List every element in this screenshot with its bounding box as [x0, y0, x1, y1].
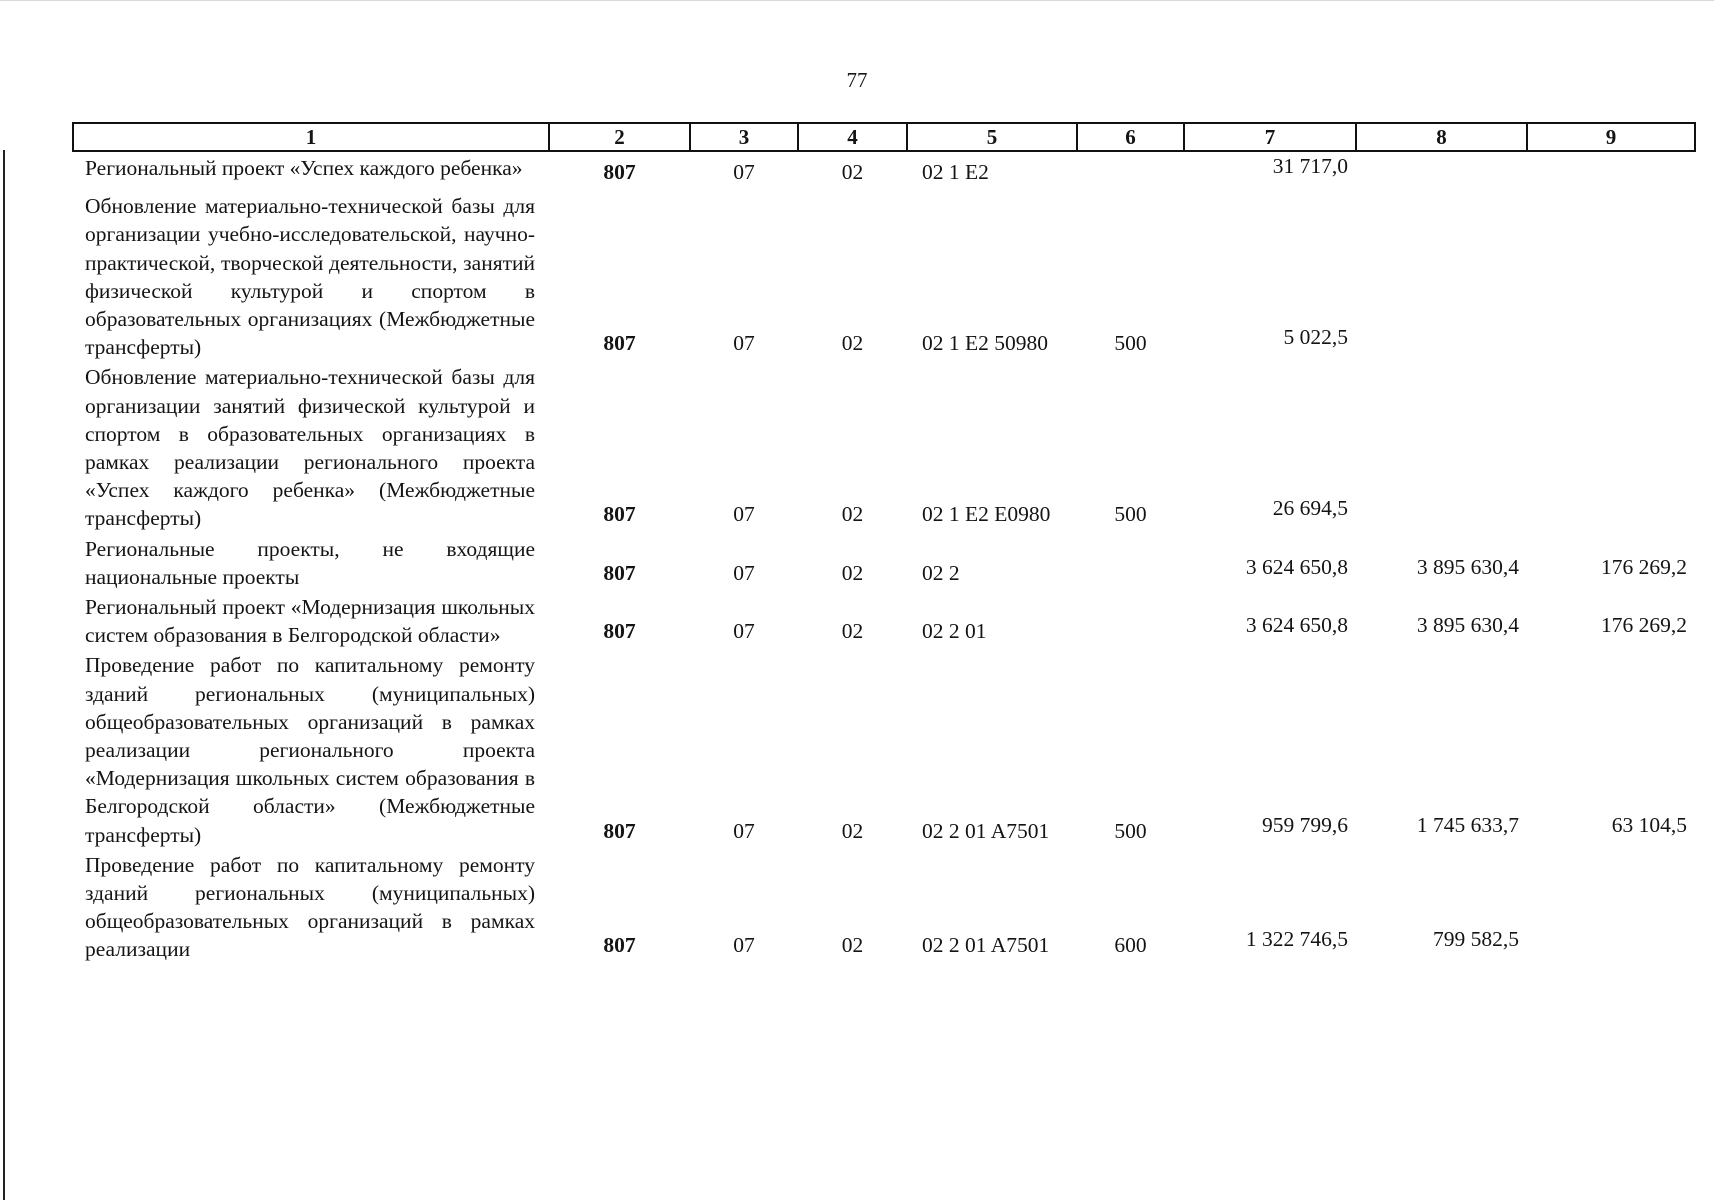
table-row — [73, 533, 1695, 591]
row-sum-col9 — [1527, 190, 1695, 361]
row-sum-col9 — [1527, 849, 1695, 964]
row-name: Региональный проект «Успех каждого ребенка» — [85, 156, 523, 180]
row-name: Проведение работ по капитальному ремонту зданий региональных (муниципальных) общеобразовательных организаций в рамках реализации — [85, 852, 535, 962]
row-grbs: 807 — [603, 560, 636, 585]
row-sum-col7: 1 322 746,5 — [1245, 927, 1348, 952]
row-subsection: 02 — [841, 818, 864, 843]
header-col-1: 1 — [73, 123, 549, 151]
row-section: 07 — [733, 933, 755, 958]
table-row — [73, 190, 1695, 361]
row-grbs: 807 — [603, 502, 636, 527]
row-subsection: 02 — [841, 560, 864, 585]
row-section: 07 — [733, 619, 755, 644]
header-col-9: 9 — [1527, 123, 1695, 151]
page-number: 77 — [846, 68, 868, 92]
row-target-code: 02 1 E2 — [922, 160, 989, 184]
row-sum-col8: 3 895 630,4 — [1416, 554, 1519, 579]
row-sum-col9: 176 269,2 — [1601, 554, 1687, 579]
row-target-code: 02 2 — [922, 560, 960, 585]
row-sum-col8 — [1356, 151, 1527, 190]
header-row — [73, 123, 1695, 151]
row-sum-col9 — [1527, 361, 1695, 532]
header-col-6: 6 — [1077, 123, 1184, 151]
row-sum-col9: 63 104,5 — [1611, 812, 1687, 837]
row-sum-col7: 26 694,5 — [1272, 496, 1348, 521]
header-col-8: 8 — [1356, 123, 1527, 151]
row-subsection: 02 — [841, 502, 864, 527]
table-row — [73, 151, 1695, 190]
row-section: 07 — [733, 502, 755, 527]
row-grbs: 807 — [603, 818, 636, 843]
header-col-7: 7 — [1184, 123, 1356, 151]
budget-table — [72, 122, 1696, 964]
row-subsection: 02 — [841, 933, 864, 958]
row-expense-type — [1077, 533, 1184, 591]
row-target-code: 02 1 E2 50980 — [922, 331, 1049, 356]
row-sum-col8 — [1356, 190, 1527, 361]
row-sum-col8: 3 895 630,4 — [1416, 613, 1519, 638]
scan-edge-top — [0, 0, 1714, 1]
row-expense-type: 600 — [1114, 933, 1147, 958]
table-row — [73, 649, 1695, 848]
row-sum-col7: 959 799,6 — [1262, 812, 1348, 837]
row-name: Региональный проект «Модернизация школьных систем образования в Белгородской области» — [85, 595, 535, 648]
row-section: 07 — [733, 560, 755, 585]
row-expense-type: 500 — [1114, 818, 1147, 843]
row-grbs: 807 — [603, 160, 636, 184]
header-col-3: 3 — [690, 123, 798, 151]
row-expense-type: 500 — [1114, 502, 1147, 527]
budget-table-container — [72, 122, 1694, 964]
row-target-code: 02 1 E2 E0980 — [922, 502, 1051, 527]
row-section: 07 — [733, 331, 755, 356]
row-subsection: 02 — [841, 160, 864, 184]
row-sum-col7: 3 624 650,8 — [1245, 554, 1348, 579]
row-sum-col8: 1 745 633,7 — [1416, 812, 1519, 837]
row-sum-col7: 3 624 650,8 — [1245, 613, 1348, 638]
row-expense-type — [1077, 151, 1184, 190]
row-sum-col8 — [1356, 361, 1527, 532]
row-sum-col9 — [1527, 151, 1695, 190]
row-expense-type: 500 — [1114, 331, 1147, 356]
row-expense-type — [1077, 591, 1184, 649]
table-row — [73, 849, 1695, 964]
header-col-4: 4 — [798, 123, 907, 151]
row-name: Проведение работ по капитальному ремонту зданий региональных (муниципальных) общеобразовательных организаций в рамках реализации регионального проекта «Модернизация школьных систем образования в Белгородской области» (Межбюджетные трансферты) — [85, 653, 535, 847]
row-section: 07 — [733, 160, 755, 184]
row-subsection: 02 — [841, 619, 864, 644]
header-col-2: 2 — [549, 123, 690, 151]
row-grbs: 807 — [603, 933, 636, 958]
row-section: 07 — [733, 818, 755, 843]
row-sum-col9: 176 269,2 — [1601, 613, 1687, 638]
row-name: Региональные проекты, не входящие национальные проекты — [85, 536, 535, 589]
row-subsection: 02 — [841, 331, 864, 356]
scan-edge-left — [3, 150, 5, 1200]
row-target-code: 02 2 01 A7501 — [922, 818, 1050, 843]
row-grbs: 807 — [603, 331, 636, 356]
row-sum-col8: 799 582,5 — [1433, 927, 1519, 952]
row-name: Обновление материально-технической базы для организации занятий физической культурой и спортом в образовательных организациях в рамках реализации регионального проекта «Успех каждого ребенка» (Межбюджетные трансферты) — [85, 365, 535, 531]
row-name: Обновление материально-технической базы для организации учебно-исследовательской, научно-практической, творческой деятельности, занятий физической культурой и спортом в образовательных организациях (Межбюджетные трансферты) — [85, 194, 535, 360]
table-row — [73, 591, 1695, 649]
row-grbs: 807 — [603, 619, 636, 644]
row-sum-col7: 5 022,5 — [1283, 325, 1348, 350]
row-target-code: 02 2 01 — [922, 619, 987, 644]
row-target-code: 02 2 01 A7501 — [922, 933, 1050, 958]
header-col-5: 5 — [907, 123, 1077, 151]
table-row — [73, 361, 1695, 532]
row-sum-col7: 31 717,0 — [1272, 154, 1348, 178]
